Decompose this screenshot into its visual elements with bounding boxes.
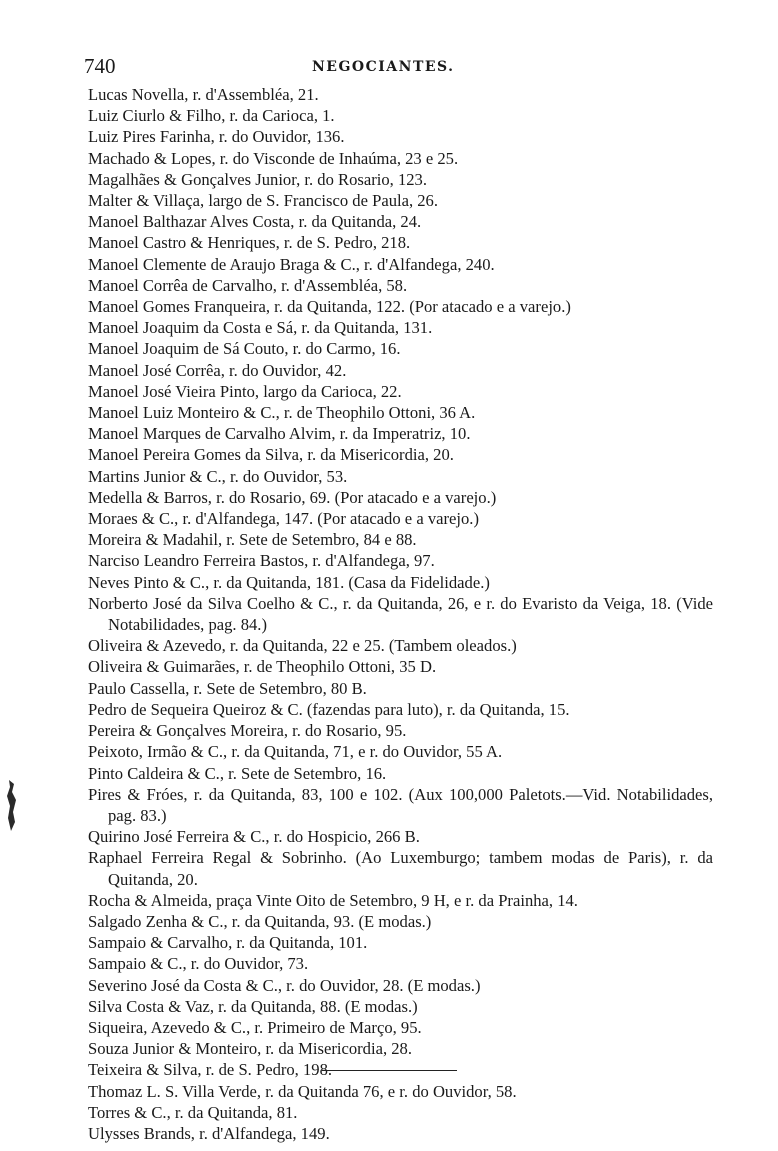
list-item: Siqueira, Azevedo & C., r. Primeiro de Março, 95. — [88, 1017, 422, 1037]
list-item: Oliveira & Azevedo, r. da Quitanda, 22 e 25. (Tambem oleados.) — [88, 636, 517, 656]
list-item: Neves Pinto & C., r. da Quitanda, 181. (Casa da Fidelidade.) — [88, 572, 490, 592]
binding-mark-icon — [6, 778, 18, 833]
list-item: Moraes & C., r. d'Alfandega, 147. (Por atacado e a varejo.) — [88, 509, 479, 529]
list-item: Sampaio & Carvalho, r. da Quitanda, 101. — [88, 933, 368, 953]
list-item: Pedro de Sequeira Queiroz & C. (fazendas para luto), r. da Quitanda, 15. — [88, 699, 570, 719]
page-header — [84, 54, 704, 84]
list-item: Salgado Zenha & C., r. da Quitanda, 93. (E modas.) — [88, 911, 432, 931]
list-item: Lucas Novella, r. d'Assembléa, 21. — [88, 85, 319, 104]
end-rule — [322, 1070, 457, 1071]
list-item: Manoel Balthazar Alves Costa, r. da Quitanda, 24. — [88, 212, 422, 232]
list-item: Manoel Castro & Henriques, r. de S. Pedro, 218. — [88, 233, 411, 253]
list-item: Torres & C., r. da Quitanda, 81. — [88, 1102, 298, 1122]
list-item: Severino José da Costa & C., r. do Ouvidor, 28. (E modas.) — [88, 975, 481, 995]
list-item: Ulysses Brands, r. d'Alfandega, 149. — [88, 1123, 330, 1143]
list-item: Paulo Cassella, r. Sete de Setembro, 80 B. — [88, 678, 367, 698]
list-item: Martins Junior & C., r. do Ouvidor, 53. — [88, 466, 348, 486]
list-item: Malter & Villaça, largo de S. Francisco de Paula, 26. — [88, 191, 438, 211]
list-item: Manoel Gomes Franqueira, r. da Quitanda, 122. (Por atacado e a varejo.) — [88, 297, 571, 317]
list-item: Manoel Luiz Monteiro & C., r. de Theophilo Ottoni, 36 A. — [88, 403, 476, 423]
list-item: Manoel Pereira Gomes da Silva, r. da Misericordia, 20. — [88, 445, 454, 465]
list-item: Moreira & Madahil, r. Sete de Setembro, 84 e 88. — [88, 530, 417, 550]
list-item: Quirino José Ferreira & C., r. do Hospicio, 266 B. — [88, 827, 420, 847]
list-item: Oliveira & Guimarães, r. de Theophilo Ottoni, 35 D. — [88, 657, 437, 677]
list-item: Medella & Barros, r. do Rosario, 69. (Por atacado e a varejo.) — [88, 487, 497, 507]
list-item: Peixoto, Irmão & C., r. da Quitanda, 71, e r. do Ouvidor, 55 A. — [88, 742, 503, 762]
list-item: Manoel Corrêa de Carvalho, r. d'Assembléa, 58. — [88, 275, 408, 295]
list-item: Manoel Joaquim de Sá Couto, r. do Carmo, 16. — [88, 339, 401, 359]
list-item: Manoel Clemente de Araujo Braga & C., r. d'Alfandega, 240. — [88, 254, 495, 274]
list-item: Manoel José Vieira Pinto, largo da Carioca, 22. — [88, 381, 402, 401]
merchant-list — [88, 84, 713, 1144]
list-item: Sampaio & C., r. do Ouvidor, 73. — [88, 954, 309, 974]
list-item: Teixeira & Silva, r. de S. Pedro, 198. — [88, 1060, 333, 1080]
list-item: Silva Costa & Vaz, r. da Quitanda, 88. (E modas.) — [88, 996, 418, 1016]
running-title: NEGOCIANTES. — [312, 59, 455, 75]
list-item: Manoel Joaquim da Costa e Sá, r. da Quitanda, 131. — [88, 318, 433, 338]
list-item: Pires & Fróes, r. da Quitanda, 83, 100 e 102. (Aux 100,000 Paletots.—Vid. Notabilidades, pag. 83.) — [88, 784, 713, 825]
list-item: Norberto José da Silva Coelho & C., r. da Quitanda, 26, e r. do Evaristo da Veiga, 18. (Vide Notabilidades, pag. 84.) — [88, 593, 713, 635]
list-item: Raphael Ferreira Regal & Sobrinho. (Ao Luxemburgo; tambem modas de Paris), r. da Quitanda, 20. — [88, 848, 713, 889]
page-number: 740 — [84, 54, 116, 78]
list-item: Manoel José Corrêa, r. do Ouvidor, 42. — [88, 360, 347, 380]
list-item: Narciso Leandro Ferreira Bastos, r. d'Alfandega, 97. — [88, 551, 435, 571]
list-item: Rocha & Almeida, praça Vinte Oito de Setembro, 9 H, e r. da Prainha, 14. — [88, 890, 578, 910]
list-item: Magalhães & Gonçalves Junior, r. do Rosario, 123. — [88, 169, 427, 189]
list-item: Thomaz L. S. Villa Verde, r. da Quitanda 76, e r. do Ouvidor, 58. — [88, 1081, 517, 1101]
list-item: Luiz Pires Farinha, r. do Ouvidor, 136. — [88, 127, 345, 147]
list-item: Pereira & Gonçalves Moreira, r. do Rosario, 95. — [88, 721, 407, 741]
list-item: Manoel Marques de Carvalho Alvim, r. da Imperatriz, 10. — [88, 424, 471, 444]
list-item: Luiz Ciurlo & Filho, r. da Carioca, 1. — [88, 106, 335, 126]
list-item: Pinto Caldeira & C., r. Sete de Setembro, 16. — [88, 763, 387, 783]
list-item: Souza Junior & Monteiro, r. da Misericordia, 28. — [88, 1039, 412, 1059]
list-item: Machado & Lopes, r. do Visconde de Inhaúma, 23 e 25. — [88, 148, 459, 168]
